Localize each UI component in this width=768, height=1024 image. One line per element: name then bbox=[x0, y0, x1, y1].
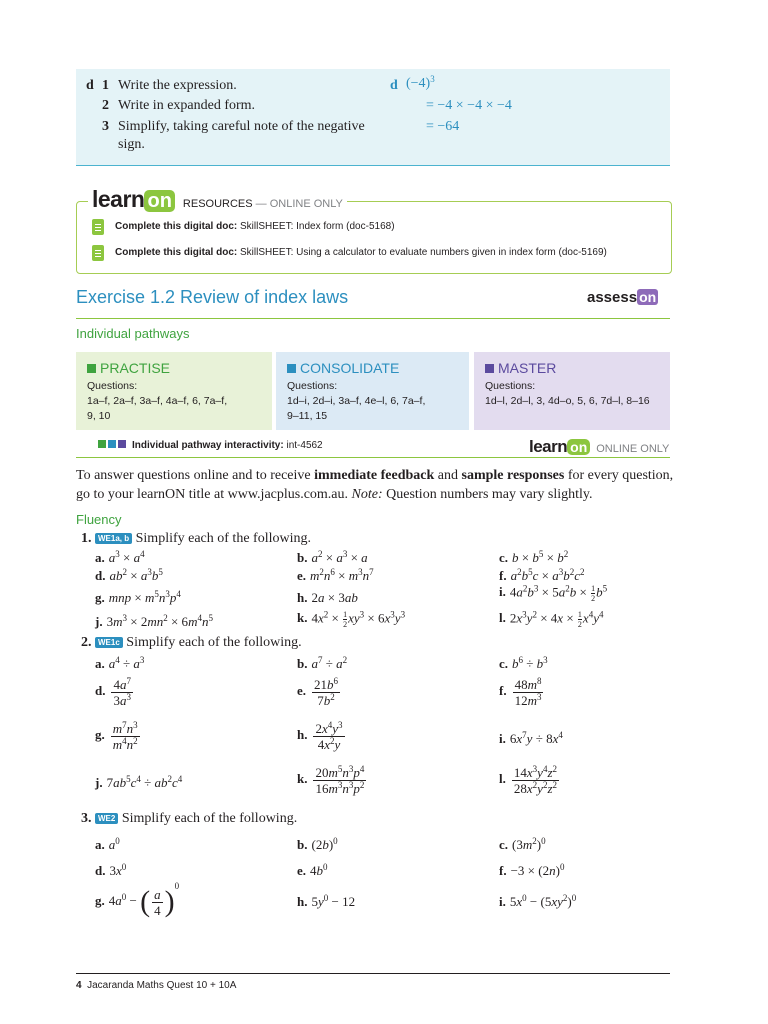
q2a: a. $a^4 \div a^3$ bbox=[95, 655, 145, 671]
q1k: k. $4x^2$ × $\frac{1}{2}$ $xy^3 \times 6x^3y^3$ bbox=[297, 609, 406, 629]
pathway-questions: Questions: 1a–f, 2a–f, 3a–f, 4a–f, 6, 7a–f, 9, 10 bbox=[87, 380, 228, 422]
question-3: 3. WE2 Simplify each of the following. bbox=[81, 811, 298, 826]
question-1: 1. WE1a, b Simplify each of the following. bbox=[81, 531, 311, 546]
answer-letter: d bbox=[390, 78, 398, 93]
resources-label: RESOURCES — ONLINE ONLY bbox=[182, 198, 343, 210]
answer-line: $(-4)^3$ bbox=[406, 74, 435, 91]
pathway-master bbox=[474, 352, 670, 430]
worked-example-badge: WE2 bbox=[95, 813, 118, 824]
q2i: i. $6x^7y \div 8x^4$ bbox=[499, 730, 563, 746]
digital-doc-icon[interactable] bbox=[92, 245, 104, 261]
pathway-name: MASTER bbox=[498, 360, 557, 376]
q2h: h. $\frac{2x^4y^3}{4x^2y}$ bbox=[297, 720, 343, 752]
q1a: a. $a^3 \times a^4$ bbox=[95, 549, 145, 565]
worked-example-badge: WE1c bbox=[95, 637, 123, 648]
q3a: a. $a^0$ bbox=[95, 836, 120, 852]
q1c: c. $b \times b^5 \times b^2$ bbox=[499, 549, 569, 565]
q1j: j. $3m^3 \times 2mn^2 \times 6m^4n^5$ bbox=[95, 613, 213, 629]
step-text: Write the expression. bbox=[118, 78, 237, 93]
q2l: l. $\frac{14x^3y^4z^2}{28x^2y^2z^2}$ bbox=[499, 764, 557, 796]
square-icon bbox=[485, 364, 494, 373]
q2e: e. $\frac{21b^6}{7b^2}$ bbox=[297, 676, 339, 708]
q1b: b. $a^2 \times a^3 \times a$ bbox=[297, 549, 368, 565]
pathways-title: Individual pathways bbox=[76, 326, 190, 341]
worked-example-badge: WE1a, b bbox=[95, 533, 132, 544]
q3f: f. $-3 \times (2n)^0$ bbox=[499, 862, 565, 878]
q2d: d. $\frac{4a^7}{3a^3}$ bbox=[95, 676, 131, 708]
q3g: g. $4a^0$ − ( $\frac{a}{4}$ )$^0$ bbox=[95, 881, 180, 919]
q1f: f. $a^2b^5c \times a^3b^2c^2$ bbox=[499, 567, 585, 583]
step-text: Simplify, taking careful note of the negative bbox=[118, 119, 365, 134]
page-footer bbox=[76, 980, 236, 991]
q3b: b. $(2b)^0$ bbox=[297, 836, 338, 852]
intro-paragraph: To answer questions online and to receive immediate feedback and sample responses for every question, go to your learnON title at www.jacplus.com.au. Note: Question numbers may vary slightly. bbox=[76, 468, 674, 502]
step-number: 2 bbox=[102, 98, 109, 113]
digital-doc-link[interactable]: Complete this digital doc: SkillSHEET: Using a calculator to evaluate numbers given in index form (doc-5169) bbox=[115, 247, 607, 258]
step-letter: d bbox=[86, 78, 94, 93]
square-icon bbox=[287, 364, 296, 373]
step-number: 3 bbox=[102, 119, 109, 134]
digital-doc-link[interactable]: Complete this digital doc: SkillSHEET: Index form (doc-5168) bbox=[115, 221, 395, 232]
book-title: Jacaranda Maths Quest 10 + 10A bbox=[87, 980, 237, 991]
footer-divider bbox=[76, 973, 670, 974]
pathway-name: PRACTISE bbox=[100, 360, 171, 376]
step-number: 1 bbox=[102, 78, 109, 93]
q3h: h. $5y^0 - 12$ bbox=[297, 893, 356, 909]
pathway-practise bbox=[76, 352, 272, 430]
pathways-divider bbox=[76, 457, 670, 458]
pathway-questions: Questions: 1d–i, 2d–i, 3a–f, 4e–l, 6, 7a–f, 9–11, 15 bbox=[287, 380, 426, 422]
step-text: Write in expanded form. bbox=[118, 98, 256, 113]
q1l: l. $2x^3y^2 \times 4x$ × $\frac{1}{2}$ $x^4y^4$ bbox=[499, 609, 604, 629]
q2b: b. $a^7 \div a^2$ bbox=[297, 655, 348, 671]
q2k: k. $\frac{20m^5n^3p^4}{16m^3n^3p^2}$ bbox=[297, 764, 365, 796]
question-2: 2. WE1c Simplify each of the following. bbox=[81, 635, 302, 650]
q1i: i. $4a^2b^3 \times 5a^2b$ × $\frac{1}{2}$ $b^5$ bbox=[499, 583, 608, 603]
q2g: g. $\frac{m^7n^3}{m^4n^2}$ bbox=[95, 720, 138, 752]
q2j: j. $7ab^5c^4 \div ab^2c^4$ bbox=[95, 774, 183, 790]
q1g: g. mnp × $m^5n^3p^4$ bbox=[95, 589, 181, 605]
learnon-online-logo: learn on ONLINE ONLY bbox=[529, 437, 670, 456]
q2c: c. $b^6 \div b^3$ bbox=[499, 655, 548, 671]
q1e: e. $m^2n^6 \times m^3n^7$ bbox=[297, 567, 374, 583]
heading-divider bbox=[76, 318, 670, 319]
pathway-consolidate bbox=[276, 352, 469, 430]
q1d: d. $ab^2 \times a^3b^5$ bbox=[95, 567, 163, 583]
learnon-logo: learn on RESOURCES — ONLINE ONLY bbox=[88, 186, 347, 213]
q3i: i. $5x^0 - (5xy^2)^0$ bbox=[499, 893, 577, 909]
step-text: sign. bbox=[118, 137, 145, 152]
pathway-questions: Questions: 1d–l, 2d–l, 3, 4d–o, 5, 6, 7d–l, 8–16 bbox=[485, 380, 650, 407]
pathway-name: CONSOLIDATE bbox=[300, 360, 400, 376]
pathway-interactivity-link[interactable]: Individual pathway interactivity: int-4562 bbox=[98, 440, 323, 451]
q3e: e. $4b^0$ bbox=[297, 862, 328, 878]
assesson-logo[interactable]: assess on bbox=[587, 289, 657, 306]
q2f: f. $\frac{48m^8}{12m^3}$ bbox=[499, 676, 542, 708]
q3c: c. $(3m^2)^0$ bbox=[499, 836, 546, 852]
q3d: d. $3x^0$ bbox=[95, 862, 127, 878]
page-number: 4 bbox=[76, 980, 82, 991]
digital-doc-icon[interactable] bbox=[92, 219, 104, 235]
exercise-title: Exercise 1.2 Review of index laws bbox=[76, 287, 349, 307]
q1h: h. 2a × 3ab bbox=[297, 590, 358, 605]
square-icon bbox=[87, 364, 96, 373]
fluency-heading: Fluency bbox=[76, 512, 122, 527]
answer-line: = −4 × −4 × −4 bbox=[426, 98, 512, 113]
worked-example-box bbox=[76, 69, 670, 166]
answer-line: = −64 bbox=[426, 119, 460, 134]
